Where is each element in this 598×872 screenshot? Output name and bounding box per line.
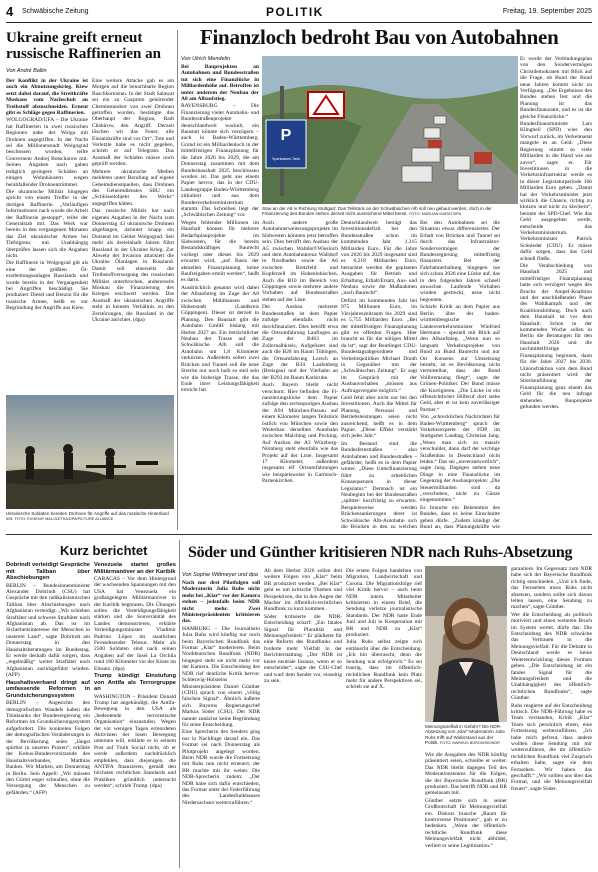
autobahn-paragraph: Defizit im kommenden Jahr bei 975 Millionen Euro, im Vierjahreszeitraum bis 2029 sind es 5,755 Milliarden Euro. „Bei der mittelfristigen Finanzplanung gibt es offenbar Fragen. Hier braucht es für die nötigen Mittel da ist“, sagt der Reutlinger CDU-Bundestagsabgeordnete und Verkehrspolitiker Michael Donth in Gegenüber mit der „Schwäbischen Zeitung“. Er sagt im Gespräch mit der Ausbauvorhaben „müssen aus Auftragsvergabe möglich.“ bbox=[341, 297, 417, 394]
ukraine-lead: Der Konflikt in der Ukraine ist auch ein Abnutzungskrieg. Kiew setzt dabei darauf, die Streitkräfte Moskaus vom Nachschub an Treibstoff abzuschneiden. Erneut gibt es Schläge gegen Raffinerien. bbox=[6, 78, 88, 117]
kurz-column-2 bbox=[94, 562, 176, 868]
autobahn-paragraph: Auch andere große Autobahnerweiterungsprojekte im Südwesten könnten jetzt betroffen sein. Dies betrifft den Ausbau der A5 zwischen Walldorf/Wiesloch und dem Autobahnkreuz Walldorf in Nordbaden sowie die A6 zwischen Bretzfeld und Kupferzell im Hohenlohischen. Auch die B10 im Bereich von Göppingen sowie mehrere andere Vorhaben auf Bundesstraßen stehen auf der Liste. bbox=[262, 220, 338, 303]
ukraine-paragraph: Die Raffinerie in Wolgograd gilt als eine der größten Öl-erarbeitungsanlagen Russlands und wurde bereits in der Vergangenheit bei Angriffen beschädigt. Sie produziert Diesel und Benzin für die russische Armee, heißt es zur Begründung der Angriffe aus Kiew. bbox=[6, 260, 88, 312]
autobahn-column-2 bbox=[262, 220, 338, 530]
ndr-column-1 bbox=[182, 580, 260, 868]
autobahn-paragraph: Ausdrücklich genannt wird dabei der Albaufstieg im Zuge der A8 zwischen Mühlhausen und Hohenstadt (Landkreis Göppingen). Dieser ist derzeit in Planung. Den Baustart gibt die Autobahn GmbH bislang mit Herbst 2027 an. Ein beträchtlicher Neubau der Trasse auf der Schwäbische Alb soll die Autobahn um 1,8 Kilometer verkürzen. Außerdem sollen zwei Brücken und Tunnel soll die neue Strecke nur noch halb so steil sein wie die bisherige Trasse, die das Ende ihrer Leistungsfähigkeit erreicht hat. bbox=[181, 284, 259, 394]
photo-credit: FOTO: EVGENIY MALOLETKA/DPA/PICTURE ALLIANCE bbox=[14, 517, 114, 522]
ukraine-column-2 bbox=[92, 78, 174, 392]
ukraine-column-1 bbox=[6, 78, 88, 392]
ndr-paragraph: Ruhs reagierte auf der Entscheidung kritisch. Die NDR-Führung habe es Team verstanden, Kritik „Klar“ Team sich persönlich ehren, eine Fortsetzung weiterzuführen. „Ich habe mich gefreut, dass andere wollten diese Sendung mit mir weiterzuführen, die im öffentlich-rechtlichen Rundfunk viel Zuspruch erhalten habe, sagte sie dem Fernsehen. Wir haben das geschafft.“ „Wir sollten uns über das Format, und die Meinungsvielfalt freuen“, sagte Söder. bbox=[511, 702, 592, 792]
autobahn-photo-caption bbox=[262, 206, 518, 220]
ndr-paragraph: Eine Sprecherin des Senders ging nur in Nachfrage darauf ein. Das Format sei nach Donnerstag als Pilotprojekt angelegt worden. Beim NDR wurde die Fortsetzung mit Ruhs nun nicht erneuert, der BR machte mit ihr weiter. Die NDR-Sprecherin zudem: „Der NDR habe sich dafür entschieden, das Format unter der Federführung des Landesfunkhauses Niedersachsen weiterzuführen.“ bbox=[182, 729, 260, 806]
autobahn-paragraph: Die Verabschiedung von Haushalt 2025 und mittelfristiger Finanzplanung hatte sich verzögert wegen des Bruchs der Ampel-Koalition und der anschließenden Phase des Wahlkampfs und der Koalitionsbildung. Doch nach dem Haushalt ist vor dem Haushalt: Schon in der kommenden Woche sollen in Berlin die Beratungen für den Haushalt 2026 und die nochmittelfristige Finanzplanung beginnen, dann für die Jahre 2027 bis 2030. Unionsfraktion vom dem Bund nicht präsentiert wird: der Streckenführung der Finanzplanung ganz einem das Geld für die neu infrage stehenden Bauprojekte gefunden werden. bbox=[520, 263, 592, 410]
news-item-body: CARACAS – Vor dem Hintergrund der wachsenden Spannungen mit den USA hat Venezuela ein großangelegtes Militärmanöver in der Karibik begonnen. Die Übungen sollen die Verteidigungsfähigkeit stärken und die Souveränität des Landes demonstrieren, erklärte Verteidigungsminister Vladimir Padrino López im staatlichen Fernsehsender Telesur. Mehr als 2500 Soldaten sind nach seinen Angaben auf der Insel La Orchila rund 180 Kilometer vor der Küste im Einsatz. (dpa) bbox=[94, 576, 176, 672]
ndr-photo bbox=[425, 566, 507, 722]
autobahn-paragraph: RAVENSBURG – Die Finanzierung vieler Autobahn- und Bundesstraßenprojekte deutschlandweit wackelt, ein Baustart könnte sich verzögern – auch in Baden-Württemberg. Grund ist ein Milliardenloch in der mittelfristigen Finanzplanung für die Jahre 2026 bis 2029, die am Donnerstag zusammen mit dem Bundeshaushalt 2025 beschlossen worden ist. Das geht aus einem Papier hervor, das in der CDU-Landesgruppe Baden-Württemberg zirkuliert und aus dem Bundesverkehrsministerium stammt. Das Schreiben liegt der „Schwäbischen Zeitung“ vor. bbox=[181, 103, 259, 219]
ndr-column-5 bbox=[511, 566, 592, 868]
kurz-column-1 bbox=[6, 562, 90, 868]
ukraine-paragraph: Das russische Militär hat nach eigenen Angaben in der Nacht zum Donnerstag 43 ukrainische Drohnen abgefangen, darunter knapp ein Dutzend im Gebiet Wolgograd. Seit mehr als dreieinhalb Jahren führt Russland in der Ukraine Krieg. Zur Abwehr der Invasion attackiert die Ukraine Ölanlagen in Russland. Damit soll einerseits die Treibstoffversorgung des russischen Militärs unterbrochen, andererseits Moskau die Finanzierung des Krieges erschwert werden. Das Ausmaß der ukrainischen Angriffe steht in keinem Verhältnis zu den Zerstörungen, die Russland in der Ukraine anrichtet. (dpa) bbox=[92, 208, 174, 324]
svg-text:P: P bbox=[280, 127, 292, 144]
autobahn-photo bbox=[262, 56, 518, 204]
section-title: POLITIK bbox=[266, 5, 324, 19]
autobahn-paragraph: Er werde der Verbindungsplan von den Sondervermögen Christdemokraten mit Blick auf die Frage, ob Bund der Bund neue Jahren kommt nicht zu Verfügung. „Die Ergebnisse des Bundes stehen fest und die Planung ist das Bundesfinanzamt, und es ist die gleiche Finanzlücke.“ bbox=[520, 56, 592, 120]
autobahn-paragraph: Im Bestand sind die Bundesfernstraßen – also Autobahnen und Bundesstraßen – gefährdet, heißt es in dem Papier weiter. „Diese Unterfinanzierung führt zu erheblichen Konsequenzen in dieser Legislatur.“ Demnach ist ein Neubeginn bei der Bundesstraßen „splitter- kurzfristig zu erwarten. Beispielsweise werden Brückensanierungen derer ist Schwäbische Alb-Autobahn sich die Brücken in den zu welchen bbox=[341, 440, 417, 530]
news-item-title: Dobrindt verteidigt Gespräche mit Taliban über Abschiebungen bbox=[6, 562, 90, 581]
column-divider bbox=[177, 30, 178, 530]
ndr-photo-caption bbox=[425, 724, 507, 750]
autobahn-paragraph: Bei den Autobahnen sei die Situation etwas differenzierter. Der Erhalt von Brücken und Tunnel sei durch das Infrastruktur-Sondervermögen der Bundesregierung mittelfristig finanziert. Bei der Fahrbahnerhaltung hingegen tue sich schon 2026 eine Lücke auf, das in den folgenden Jahren schnell anwachse. Laufende Vorhaben würden gestreckt, neue nicht begonnen. bbox=[420, 220, 500, 303]
ukraine-photo-caption bbox=[6, 511, 174, 531]
caption-text: Ukrainische Soldaten bereiten Drohnen für Angriffe auf das russische Hinterland vor. bbox=[6, 511, 169, 522]
autobahn-column-5 bbox=[520, 56, 592, 530]
ndr-column-2 bbox=[264, 568, 342, 868]
caption-text: Meinungsvielfalt in Gefahr? Die NDR-Absetzung von „Klar“-Moderatorin Julia Ruhs trifft auf Widerstand aus der Politik. bbox=[425, 724, 505, 746]
ndr-paragraph: Günther setzte sich in seiner Großbotschaft für Meinungsvielfalt ein. Diskurs brauche „Raum für kontroverse Positionen“, gab er zu bedenken. „Wenn der öffentlich-rechtliche Rundfunk diese Meinungsvielfalt nicht abbildet, verliert er seine Legitimation.“ bbox=[425, 797, 507, 849]
ndr-headline: Söder und Günther kritisieren NDR nach Ruhs-Absetzung bbox=[188, 544, 573, 561]
ukraine-paragraph: Die ukrainische Militär hingegen spricht von einem Treffer in der dortigen Raffinerie. „Vorläufigen Informationen nach wurde die Arbeit der Raffinerie gestoppt“, teilte der Generalstab mit. Das Werk war bereits in den vergangenen Monaten das Ziel ukrainischer Armee bei Tiefstgrenz mit. Unabhängig überprüfen lassen sich die Angaben nicht. bbox=[6, 188, 88, 259]
autobahn-headline: Finanzloch bedroht Bau von Autobahnen bbox=[200, 25, 559, 49]
autobahn-paragraph: Der Ausbau mehrerer Bundesstraßen ist dem Papier zufolge ebenfalls nicht durchfinanziert. Dies betrifft etwa die Ortsumfahrung Laufingen an Zuge der B463 im Zollernalbkreis, Aufgelistet sind auch die B28 im Raum Tübingen, die Ortsumfahrung Lorsch an Zuge der B34 Laufenberg (Breisgau) und der Vierbahn an der B293 im Raum Karlsruhe. bbox=[262, 304, 338, 381]
news-item-title: Trump kündigt Einstufung von Antifa als Terrorgruppe an bbox=[94, 673, 176, 693]
autobahn-column-4 bbox=[420, 220, 500, 530]
autobahn-paragraph: Bundesfinanzminister Lars Klingbeil (SPD) wies den Vorwurf zurück, im Verkehrsetat mangele es an Geld. „Diese Regierung nimmt so viele Milliarden in die Hand wie nie zuvor“, sagte er. Für Investitionen in die Verkehrsinfrastruktur werde es in dieser Legislaturperiode 166 Milliarden Euro geben. „Damit hat der Verkehrsminister jetzt wirklich die Chance, richtig zu klotzen und nicht zu kleckern“, betonte der SPD-Chef. Wie das Geld ausgegeben werde, entscheide das Verkehrsministerium. Verkehrsminister Patrick Schnieder (CDU). Er müsse dafür sorgen, dass das Geld schnell fließe. bbox=[520, 121, 592, 262]
ndr-paragraph: Julia Ruhs selbst zeigte sich enttäuscht über die Entscheidung. „Ich bin überrascht, denn die Sendung war erfolgreich.“ Es sei traurig, dass im öffentlich-rechtlichen Rundfunk kein Platz mehr für andere Perspektiven sei, schrieb sie auf X. bbox=[346, 639, 422, 691]
ukraine-paragraph: Mehrere ukrainische Medien meldeten unter Berufung auf eigene Geheimdienstquellen, dass Drohnen des Geheimdienstes SBU ein „Schlüsselobjekt des Werks“ angegriffen hätten. bbox=[92, 168, 174, 207]
photo-credit: FOTO: MARKUS BOROWSKI/NDR bbox=[439, 741, 500, 746]
autobahn-paragraph: Wegen fehlender Millionen im Haushalt können für mehrere Bedarfsplanprojekte im Südwesten, für die bereits Bestandskräftiges Baurecht vorliegt oder dieses bis 2029 erwartet wird, „auf Basis der aktuellen Finanzplanung keine Baufreigaben erteilt werden“, heißt es darin. bbox=[181, 219, 259, 284]
news-item-body: BERLIN – Bundesinnenminister Alexander Dobrindt (CSU) hat Gespräche mit den radikalislamischen Taliban über Abschiebungen nach Afghanistan verteidigt. „Wir schieben Straftäter und schwere Straftäter nach Afghanistan ab. Das ist im Sicherheitsinteresse der Menschen in unserem Land“, sagte Dobrindt am Donnerstag in den Haushaltsberatungen im Bundestag. Er werde deshalb dafür sorgen, dass „regelmäßig“ weiter Straftäter nach Afghanistan zurückgeführt würden. (AFP) bbox=[6, 582, 90, 679]
news-item-title: Venezuela startet großes Militärmanöver an der Karibik bbox=[94, 562, 176, 575]
ndr-paragraph: garantiere. Im Gegensatz zum NDR habe sich der Bayerische Rundfunk richtig entschieden. „Und ich finde, das Fernsehen muss Ruhs nicht absetzen, sondern sollte sich davon leiten lassen, eine Sendung zu machen“, sagte Günther. bbox=[511, 566, 592, 611]
news-item-title: Haushaltsverband dringt auf umfassende Reformen in Grundsicherungssystem bbox=[6, 679, 90, 699]
ukraine-headline: Ukraine greift erneut russische Raffinerien an bbox=[6, 30, 161, 62]
caption-text: Stau an der A8 in Richtung Stuttgart: Das Teilstück an der Schwäbischen Alb soll neu gebaut werden, doch in der Finanzierung des Bundes stehen derzeit nicht ausreichend Mittel bereit. bbox=[262, 206, 492, 217]
ndr-author: Von Sophie Wittmeyer und dpa bbox=[182, 572, 258, 578]
column-divider bbox=[179, 540, 180, 868]
ndr-paragraph: Die ersten Folgen handelten von Migration, Landwirtschaft und Corona. Die Migrationsfolge rief viel Kritik hervor – auch beim NDR intern. Mitarbeiter kritisierten in einem Brief, die Sendung verletze journalistische Standards. Der NDR hatte Ende Juni und Juli in Kooperation mit BR und NDR zu „Klar“ produziert. bbox=[346, 568, 422, 639]
ndr-column-4 bbox=[425, 752, 507, 868]
issue-date: Freitag, 19. September 2025 bbox=[502, 8, 592, 15]
ukraine-photo bbox=[6, 395, 174, 509]
ndr-paragraph: Söder kritisierte die NDR-Entscheidung scharf: „Ein fatales Signal für Pluralität und Meinungsfreiheit.“ Er plädierte für eine Reform des Rundfunks und forderte mehr Vielfalt in der Berichterstattung. „Der NDR ist keine neutrale Instanz, wenn er so entscheidet“, sagte der CSU-Chef und warf dem Sender vor, einseitig zu sein. bbox=[264, 613, 342, 684]
ndr-paragraph: Wie die Ausgaben des NDR künftig präsentiert seien, schreibe er weiter. Das NDR bleibt dagegen Teil des Moderationsteams für die Folgen, die der Bayerische Rundfunk (BR) produziert. Das betrifft NDR und BR gemeinsam mit. bbox=[425, 752, 507, 797]
autobahn-column-1 bbox=[181, 64, 259, 530]
ndr-paragraph: HAMBURG – Die Journalistin Julia Ruhs wird künftig nur noch beim Bayerischen Rundfunk das Format „Klar“ moderieren. Beim Norddeutschen Rundfunk (NDR) hingegen steht sie nicht mehr vor der Kamera. Die Entscheidung des NDR rief deutliche Kritik hervor. Schleswig-Holsteins Ministerpräsident Daniel Günther (CDU) sprach von einem „völlig falschen Signal“. Ähnlich äußerte sich Bayerns Regierungschef Markus Söder (CSU). Der NDR nannte zunächst keine Begründung für seine Entscheidung. bbox=[182, 625, 260, 728]
ndr-paragraph: Wer die Entscheidung als politisch motiviert und einen weiteren Bruch im System wertet, dürfe das: Die Entscheidung des NDR schwäche das Vertrauen in die Meinungsvielfalt. Für die Debatte in Deutschland werde es keine Weiterentwicklung dieses Formats geben. „Die Entscheidung ist ein fatales Signal für die Meinungsfreiheit und die Unabhängigkeit des öffentlich-rechtlichen Rundfunks“, sagte Günther. bbox=[511, 611, 592, 702]
autobahn-paragraph: Von „schrecklichen Nachrichten für Baden-Württemberg“ sprach der Verkehrsexperte der FDP im Stuttgarter Landtag, Christian Jung. „Wenn man sich so massiv verschuldet, dann darf der wichtige Straßenbau in Deutschland nicht leiden.“ Das sei „unverantwortlich“, sagte Jung. Dagegen stehen neue Dinge in eine Finanzlücke im Gegenzug der Ausbauprojekte: „Die Steuermilliarden sind da „verschoben, nicht zu Gänze eingenommen.“ bbox=[420, 414, 500, 504]
autobahn-lead: Bei Bauprojekten an Autobahnen und Bundesstraßen tut sich eine Finanzlücke in Milliardenhöhe auf. Betroffen ist unter anderem der Neubau der A8 am Albaufstieg. bbox=[181, 64, 259, 103]
ukraine-paragraph: Eine weitere Attacke gab es am Morgen auf die benachbarte Region Baschkortostan. In der Stadt Salawat sei ein zu Gazprom gehörender Chemiestandort von zwei Drohnen getroffen worden, bestätigte das Oberhaupt der Region, Radi Chabirow, den Angriff. Derzeit löschen wir das Feuer, alle Einsatzkräfte sind vor Ort“, Tote und Verletzte habe es nicht gegeben, schrieb er auf Telegram. Das Ausmaß der Schäden müsse noch geprüft werden. bbox=[92, 78, 174, 168]
kurz-berichtet-title: Kurz berichtet bbox=[60, 543, 148, 558]
autobahn-paragraph: Auch Bayern bleibt nicht verschont: Hier befinden die Fi-nanzierungslücke dem Papier zufolge den sechsspurigen Ausbau der A94 München-Passau auf einem Kilometer langen Teilstück östlich von München sowie den Weiterbau derselben Autobahn zwischen Malching und Pocking. Auf Ausbau der A3 Würzburg-Nürnberg steht ebenfalls wie das Projekt auf der Liste. Insgesamt 17 Kilometer, außerdem insgesamt elf Ortsumfahrungen wie beispielsweise in Garmisch-Partenkirchen. bbox=[262, 382, 338, 485]
ukraine-paragraph: WOLGOGRAD/UFA – Die Ukraine hat Raffinerien in zwei russischen Regionen nahe der Wolga mit Drohnen angegriffen. In der Nacht sei die Millionenstadt Wolgograd beschossen worden, teilte Gouverneur Andrej Botscharow mit. Seinen Angaben nach gaben lediglich geringere Schäden an einigen Wohnhäusern wegen herabfallender Drohnentrümmer. bbox=[6, 117, 88, 188]
autobahn-paragraph: Deutschlandweit beträgt das Investitionsdefizit bei den Bundesstraßen schon im kommenden Jahr 1,315 Milliarden Euro. Für die Jahre von 2026 bis 2029 insgesamt sind es 6,218 Milliarden Euro, betrachtet werden die geplanten Ausgaben für Betrieb und Erhaltung, Erhalt/Ersatz, Aus- und Neubau sowie die Maßnahmen „nach Baurecht“. bbox=[341, 220, 417, 297]
news-item-body: WASHINGTON – Präsident Donald Trump hat angekündigt, die Antifa-Bewegung in den USA als „bedeutende terroristische Organisation“ einzustufen. Wegen der vor wenigen Tagen ermordeten Aktivisten der losen Bewegung unternen will, erklärte er in seinem Post auf Truth Social nicht, ob er werde außerdem nachdrücklich empfehlen, dass diejenigen, die ANTIFA finanzieren, gemäß den höchsten rechtlichen Standards und Praktiken gründlich untersucht werden“, schrieb Trump. (dpa) bbox=[94, 693, 176, 790]
ndr-paragraph: Ab dem Herbst 2026 sollen drei weitere Folgen von „Klar“ beim BR produziert werden. „Bei Klar“ geht es um kritische Themen und Perspektiven, die in den Augen der Macher im öffentlich-rechtlichen Rundfunk zu kurz kommen. bbox=[264, 568, 342, 613]
page-header bbox=[6, 4, 592, 23]
news-item-body: BERLIN – Angesichts des demografischen Wandels haben die Thinktanks der Bundesregierung ein Reformen im Grundsicherungssystem aufgefordert. Die konkreten Folgen der demografischen Veränderungen in der Bevölkerung seien „längst spürbar in unseren Praxen“, erklärte der Kobus-Bundesvorsitzende des Haushaltsverbandes, Matthias Bankes. Wir Marken, am Donnerstag in Berlin. Sein Appell: „Wir müssen den Gürtel enger schnallen, ohne die Versorgung der Menschen zu gefährden.“ (AFP) bbox=[6, 700, 90, 796]
page-number: 4 bbox=[6, 4, 14, 19]
ndr-lead: Nach nur drei Pilotfolgen soll Moderatorin Julia Ruhs nicht mehr bei „Klar“ vor der Kamera stehen – jedenfalls beim NDR nicht mehr. Zwei Ministerpräsidenten kritisieren das. bbox=[182, 580, 260, 625]
autobahn-paragraph: Geld fehlt aber nicht nur bei den Investitionen. Auch die Mittel für Planung, Personal und Betriebsleistungen seien nicht ausreichend, heißt es in dem Papier. „Diese Effekt verstärkt sich jedes Jahr.“ bbox=[341, 394, 417, 440]
sign-text: Sparkassen-Tank bbox=[272, 157, 300, 161]
ndr-column-3 bbox=[346, 568, 422, 868]
autobahn-paragraph: Scharfe Kritik an dem Papier aus Berlin übte der baden-württembergische Landesverkehrsminister Winfried Hermann – speziell mit Blick auf den Albaufstieg. „Wenn nun so langsam Verkehrsprojekte von Bund zu Bund Baurecht und nur Ort Konsens zur Umsetzung besteht, ist es Bevölkerung nicht vermittelbar, dass der Bund Vollbremsung ﬂiegt“, sagte der Grünen-Politiker. Der Bund müsse die Korrigieren. „Die Lücke ist ein offensichtlicher Hilferuf dort stehe Geld, aber er ist kein zuverlässiger Partner.“ bbox=[420, 304, 500, 413]
ukraine-author: Von André Ballin bbox=[6, 68, 47, 74]
section-divider bbox=[6, 534, 592, 535]
newspaper-name: Schwäbische Zeitung bbox=[22, 8, 89, 15]
autobahn-column-3 bbox=[341, 220, 417, 530]
autobahn-paragraph: Es brauche ein Bekenntnis des Bundes, dass es keine Einschnitte geben dürfe. „Zudem kündigt der Bund an, dass Planungskräfte wie bbox=[420, 504, 500, 530]
photo-credit: FOTO: MARIJAN MURAT/DPA bbox=[409, 212, 462, 217]
autobahn-author: Von Ulrich Mendelin bbox=[181, 56, 231, 62]
